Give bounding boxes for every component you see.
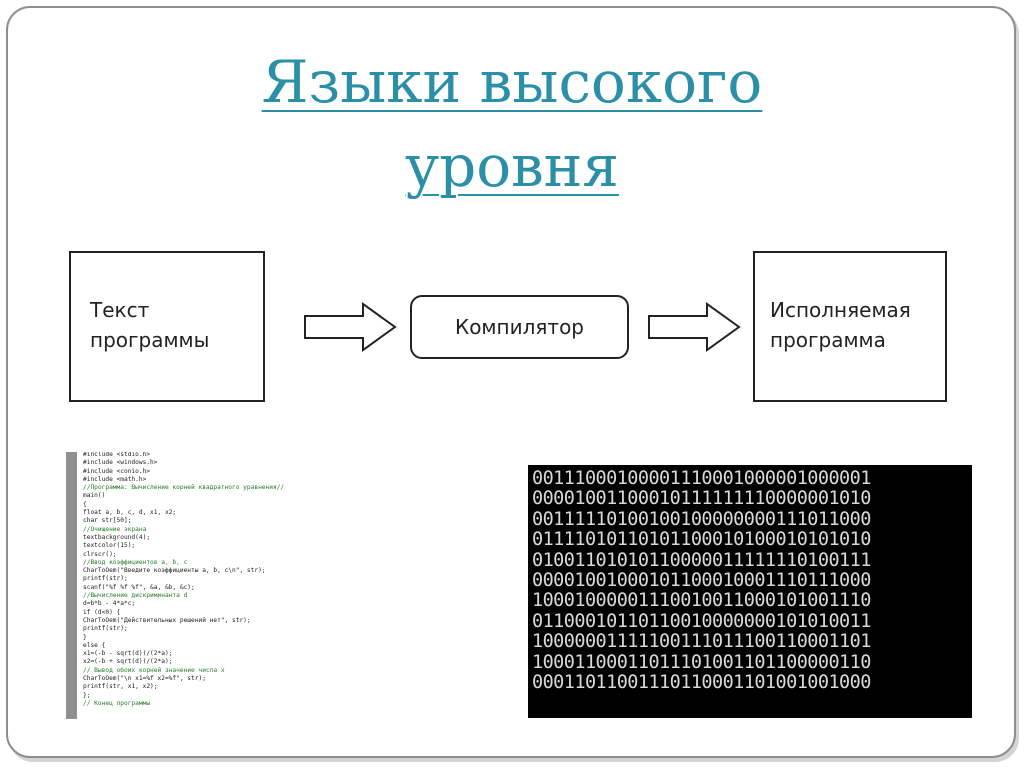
binary-row: 00001001000101100010001110111000 (532, 570, 871, 592)
code-line: //Вычисление дискриминанта d (83, 592, 188, 600)
code-line: // Вывод обоих корней значение числа x (83, 666, 225, 674)
code-line: scanf("%f %f %f", &a, &b, &c); (83, 583, 195, 591)
code-text (83, 452, 284, 708)
source-program-box (69, 251, 265, 402)
code-line: float a, b, c, d, x1, x2; (83, 509, 177, 517)
code-line: clrscr(); (83, 550, 117, 558)
code-line: d=b*b - 4*a*c; (83, 600, 136, 608)
code-line: //Ввод коэффициентов a, b, c (83, 558, 188, 566)
source-code-listing (66, 452, 314, 719)
code-line: printf(str); (83, 625, 128, 633)
arrow-right-icon (647, 302, 741, 352)
binary-row: 10001100011011101001101100000110 (532, 651, 871, 673)
code-gutter (66, 452, 77, 719)
binary-row: 00001001100010111111110000001010 (532, 488, 871, 510)
binary-row: 01100010110110010000000101010011 (532, 610, 871, 632)
code-line: textcolor(15); (83, 542, 136, 550)
code-line: textbackground(4); (83, 533, 151, 541)
arrow-right-icon (303, 302, 397, 352)
code-line: #include <windows.h> (83, 459, 158, 467)
code-line: //Очищение экрана (83, 525, 147, 533)
code-line: //Программа: Вычисление корней квадратного уравнения// (83, 484, 285, 492)
binary-row: 00111110100100100000000111011000 (532, 508, 871, 530)
code-line: x2=(-b + sqrt(d))/(2*a); (83, 658, 173, 666)
code-line: { (83, 500, 87, 508)
binary-code-image (528, 465, 972, 718)
output-box-line-1: Исполняемая (770, 298, 911, 322)
source-box-line-2: программы (90, 328, 210, 352)
binary-row: 01001101010110000011111110100111 (532, 549, 871, 571)
binary-row: 00111000100001110001000001000001 (532, 468, 871, 489)
binary-rows (532, 469, 871, 693)
binary-row: 10000001111100111011100110001101 (532, 631, 871, 653)
code-line: if (d<0) { (83, 608, 121, 616)
code-line: char str[50]; (83, 517, 132, 525)
code-line: }; (83, 691, 91, 699)
code-line: } (83, 633, 87, 641)
compiler-box-label: Компилятор (455, 315, 584, 339)
code-line: CharToOem("Действительных решений нет", str); (83, 616, 251, 624)
code-line: else { (83, 641, 106, 649)
code-line: #include <conio.h> (83, 467, 151, 475)
binary-row: 10001000001110010011000101001110 (532, 590, 871, 612)
code-line: x1=(-b - sqrt(d))/(2*a); (83, 650, 173, 658)
code-line: #include <stdio.h> (83, 452, 151, 458)
code-line: // Конец программы (83, 699, 151, 707)
code-line: printf(str, x1, x2); (83, 683, 158, 691)
code-line: CharToOem("\n x1=%f x2=%f", str); (83, 675, 206, 683)
compiler-box (410, 295, 629, 359)
code-line: main() (83, 492, 106, 500)
code-line: CharToOem("Введите коэффициенты a, b, c\n", str); (83, 567, 266, 575)
slide-title-line-1: Языки высокого (261, 48, 763, 116)
code-line: printf(str); (83, 575, 128, 583)
output-box-line-2: программа (770, 328, 886, 352)
binary-row: 00011011001110110001101001001000 (532, 672, 871, 694)
source-box-line-1: Текст (90, 298, 150, 322)
executable-program-box (753, 251, 947, 402)
code-line: #include <math.h> (83, 475, 147, 483)
binary-row: 01111010110101100010100010101010 (532, 529, 871, 551)
slide-title-line-2: уровня (404, 132, 620, 200)
